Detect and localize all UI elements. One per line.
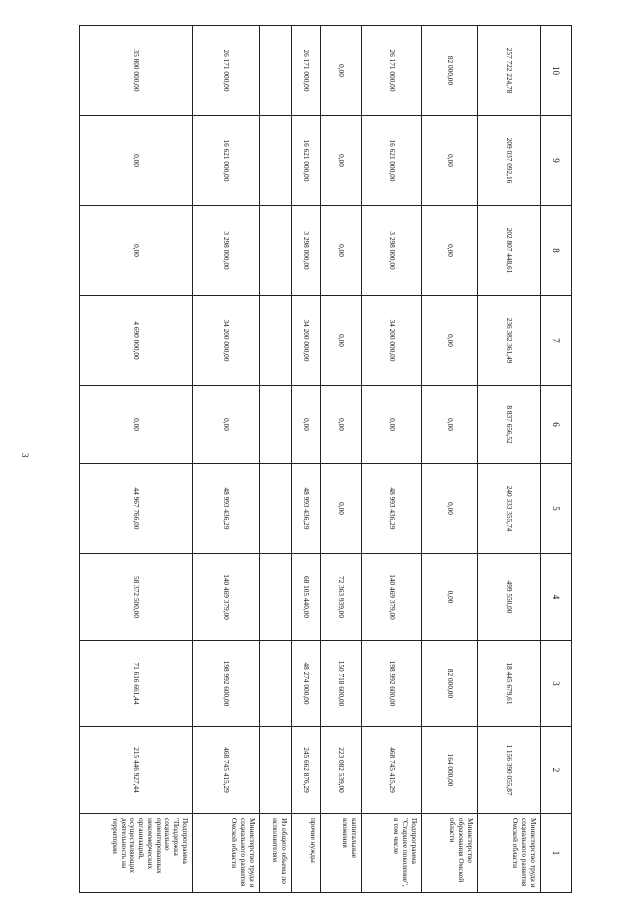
value-cell: 0,00 <box>321 116 362 206</box>
value-cell: 0,00 <box>193 386 260 464</box>
value-cell: 7 <box>541 296 572 386</box>
row-label-cell: Из общего объема по исполнителям <box>260 814 292 893</box>
value-cell: 5 <box>541 464 572 554</box>
value-cell: 0,00 <box>292 386 321 464</box>
value-cell: 468 745 415,29 <box>193 727 260 814</box>
value-cell: 8 <box>541 206 572 296</box>
value-cell: 140 469 379,00 <box>362 554 422 641</box>
value-cell: 82 000,00 <box>422 26 478 116</box>
value-cell: 150 718 600,00 <box>321 641 362 727</box>
value-cell: 34 200 000,00 <box>292 296 321 386</box>
value-cell: 26 171 000,00 <box>193 26 260 116</box>
value-cell <box>260 116 292 206</box>
value-cell: 0,00 <box>80 386 193 464</box>
value-cell: 16 621 000,00 <box>362 116 422 206</box>
value-cell: 499 550,00 <box>478 554 541 641</box>
value-cell: 4 <box>541 554 572 641</box>
value-cell: 0,00 <box>422 296 478 386</box>
value-cell: 198 992 600,00 <box>193 641 260 727</box>
row-label-cell: Подпрограмма "Старшее поколение", в том числе <box>362 814 422 893</box>
value-cell: 0,00 <box>422 116 478 206</box>
value-cell <box>260 386 292 464</box>
value-cell: 0,00 <box>80 206 193 296</box>
header-row <box>541 26 572 893</box>
value-cell: 71 616 661,44 <box>80 641 193 727</box>
value-cell: 257 722 224,78 <box>478 26 541 116</box>
table-row <box>478 26 541 893</box>
value-cell: 0,00 <box>321 296 362 386</box>
value-cell: 0,00 <box>80 116 193 206</box>
value-cell: 3 298 000,00 <box>193 206 260 296</box>
value-cell: 6 <box>541 386 572 464</box>
value-cell: 0,00 <box>321 464 362 554</box>
value-cell: 0,00 <box>321 206 362 296</box>
table-row <box>80 26 193 893</box>
row-label-cell: капитальные вложения <box>321 814 362 893</box>
value-cell: 468 745 415,29 <box>362 727 422 814</box>
table-row <box>321 26 362 893</box>
value-cell: 3 <box>541 641 572 727</box>
value-cell <box>260 464 292 554</box>
value-cell: 26 171 000,00 <box>362 26 422 116</box>
value-cell: 1 156 390 055,87 <box>478 727 541 814</box>
value-cell: 48 993 436,29 <box>362 464 422 554</box>
value-cell: 18 445 679,61 <box>478 641 541 727</box>
table-row <box>193 26 260 893</box>
value-cell: 0,00 <box>321 386 362 464</box>
value-cell: 3 298 000,00 <box>362 206 422 296</box>
value-cell: 0,00 <box>362 386 422 464</box>
value-cell: 209 037 092,16 <box>478 116 541 206</box>
value-cell: 2 <box>541 727 572 814</box>
row-label-cell: Министерство труда и социального развития Омской области <box>193 814 260 893</box>
value-cell: 34 200 000,00 <box>193 296 260 386</box>
table-row <box>292 26 321 893</box>
value-cell: 10 <box>541 26 572 116</box>
value-cell <box>260 296 292 386</box>
value-cell: 223 082 539,00 <box>321 727 362 814</box>
budget-table <box>79 25 572 893</box>
value-cell: 202 807 448,61 <box>478 206 541 296</box>
row-label-cell: Министерство труда и социального развития Омской области <box>478 814 541 893</box>
value-cell: 82 000,00 <box>422 641 478 727</box>
table-row <box>422 26 478 893</box>
table-row <box>362 26 422 893</box>
value-cell: 240 333 355,74 <box>478 464 541 554</box>
value-cell: 236 382 361,49 <box>478 296 541 386</box>
value-cell: 0,00 <box>321 26 362 116</box>
value-cell: 34 200 000,00 <box>362 296 422 386</box>
value-cell: 58 372 500,00 <box>80 554 193 641</box>
value-cell <box>260 727 292 814</box>
value-cell <box>260 26 292 116</box>
value-cell: 0,00 <box>422 386 478 464</box>
row-label-cell: прочие нужды <box>292 814 321 893</box>
table-row <box>260 26 292 893</box>
value-cell: 35 800 000,00 <box>80 26 193 116</box>
value-cell: 16 621 000,00 <box>292 116 321 206</box>
value-cell: 198 992 600,00 <box>362 641 422 727</box>
value-cell: 26 171 000,00 <box>292 26 321 116</box>
value-cell: 16 621 000,00 <box>193 116 260 206</box>
rotated-table-frame <box>80 25 572 892</box>
value-cell: 3 298 000,00 <box>292 206 321 296</box>
value-cell: 8 837 656,52 <box>478 386 541 464</box>
value-cell: 9 <box>541 116 572 206</box>
value-cell <box>260 641 292 727</box>
value-cell: 140 469 379,00 <box>193 554 260 641</box>
value-cell: 0,00 <box>422 554 478 641</box>
value-cell: 164 000,00 <box>422 727 478 814</box>
value-cell: 48 993 436,29 <box>193 464 260 554</box>
value-cell: 72 363 939,00 <box>321 554 362 641</box>
value-cell: 48 274 000,00 <box>292 641 321 727</box>
row-label-cell: 1 <box>541 814 572 893</box>
value-cell: 4 690 000,00 <box>80 296 193 386</box>
value-cell: 245 662 876,29 <box>292 727 321 814</box>
value-cell: 48 993 436,29 <box>292 464 321 554</box>
value-cell <box>260 554 292 641</box>
value-cell: 44 967 766,00 <box>80 464 193 554</box>
page-number: 3 <box>20 453 30 458</box>
value-cell: 0,00 <box>422 464 478 554</box>
value-cell: 68 105 440,00 <box>292 554 321 641</box>
row-label-cell: Подпрограмма "Поддержка социально ориентированных некоммерческих организаций, осуществляющих деятельность на территории <box>80 814 193 893</box>
value-cell: 215 446 927,44 <box>80 727 193 814</box>
value-cell: 0,00 <box>422 206 478 296</box>
value-cell <box>260 206 292 296</box>
row-label-cell: Министерство образования Омской области <box>422 814 478 893</box>
